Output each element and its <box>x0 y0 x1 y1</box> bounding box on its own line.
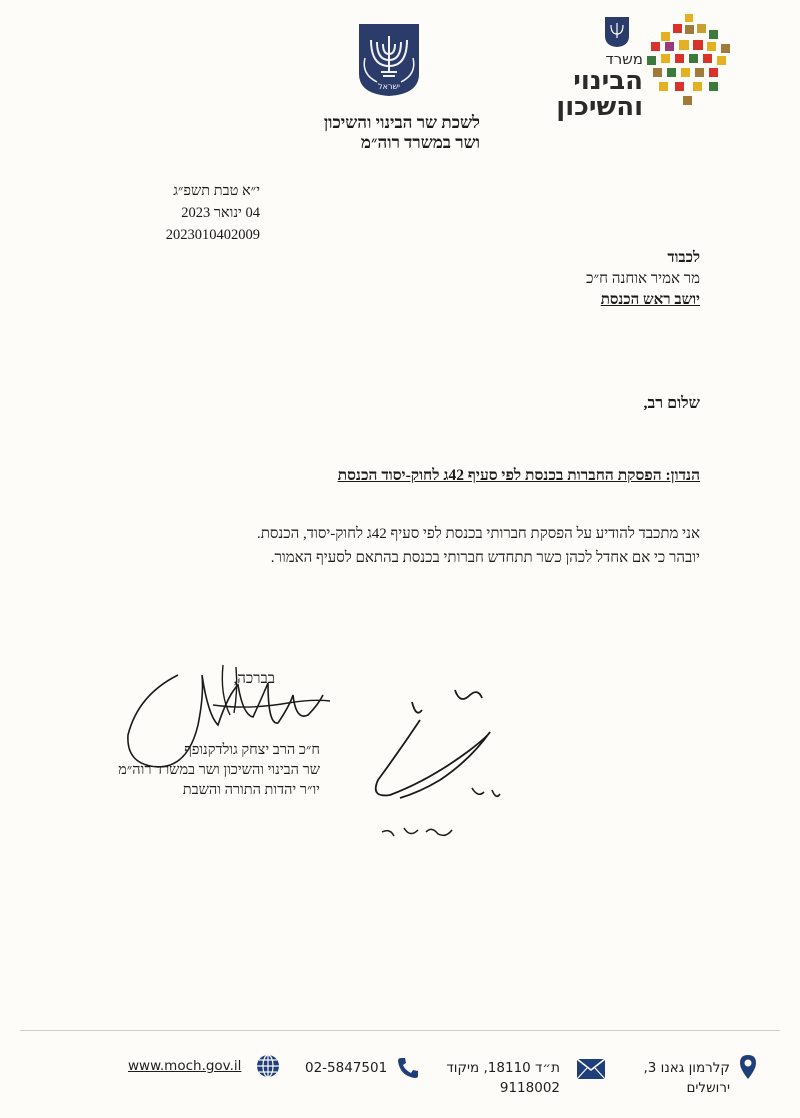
footer-divider <box>20 1030 780 1031</box>
closing: בברכה, <box>233 671 275 687</box>
logo-small-text: משרד <box>605 50 643 68</box>
signer-role: שר הבינוי והשיכון ושר במשרד רוה״מ <box>118 762 320 778</box>
housing-ministry-star-logo-icon <box>645 12 735 108</box>
footer <box>0 1048 800 1108</box>
body-line-2: יובהר כי אם אחדל לכהן כשר תתחדש חברותי בכנסת בהתאם לסעיף האמור. <box>270 550 700 566</box>
small-emblem-icon <box>603 16 631 48</box>
subject-line: הנדון: הפסקת החברות בכנסת לפי סעיף 42ג לחוק-יסוד הכנסת <box>337 467 700 484</box>
office-title <box>300 113 480 153</box>
footer-address <box>630 1058 730 1098</box>
location-pin-icon <box>739 1054 757 1080</box>
envelope-icon <box>576 1058 606 1080</box>
pobox-line-2: 9118002 <box>499 1080 560 1096</box>
ministry-logo-text <box>548 50 643 120</box>
letter-dates <box>120 180 260 246</box>
reference-number: 2023010402009 <box>165 227 260 243</box>
signer-block <box>90 740 320 800</box>
office-title-line2: ושר במשרד רוה״מ <box>360 133 480 152</box>
gregorian-date: 04 ינואר 2023 <box>181 205 260 221</box>
footer-phone: 02-5847501 <box>305 1060 388 1076</box>
logo-big-text-line1: הבינוי <box>573 66 643 96</box>
address-line-1: קלרמון גאנו 3, <box>643 1060 730 1076</box>
recipient-block <box>440 248 700 311</box>
logo-big-text-line2: והשיכון <box>556 92 643 122</box>
recipient-title: יושב ראש הכנסת <box>600 292 700 308</box>
greeting: שלום רב, <box>643 395 700 412</box>
emblem-caption: ישראל <box>378 82 400 91</box>
footer-pobox <box>430 1058 560 1098</box>
hebrew-date: י״א טבת תשפ״ג <box>173 183 260 199</box>
recipient-name: מר אמיר אוחנה ח״כ <box>586 271 700 287</box>
recipient-label: לכבוד <box>667 250 700 266</box>
body-line-1: אני מתכבד להודיע על הפסקת חברותי בכנסת לפי סעיף 42ג לחוק-יסוד, הכנסת. <box>257 526 700 542</box>
pobox-line-1: ת״ד 18110, מיקוד <box>446 1060 560 1076</box>
signer-name: ח״כ הרב יצחק גולדקנופף <box>184 742 320 758</box>
globe-icon <box>256 1054 280 1078</box>
speaker-handwritten-note <box>360 680 520 850</box>
letter-body <box>140 522 700 570</box>
footer-website-link[interactable]: www.moch.gov.il <box>128 1058 242 1074</box>
phone-icon <box>396 1056 420 1080</box>
signer-party: יו״ר יהדות התורה והשבת <box>182 782 320 798</box>
state-emblem-icon <box>355 22 423 98</box>
office-title-line1: לשכת שר הבינוי והשיכון <box>323 113 480 132</box>
address-line-2: ירושלים <box>686 1080 730 1096</box>
